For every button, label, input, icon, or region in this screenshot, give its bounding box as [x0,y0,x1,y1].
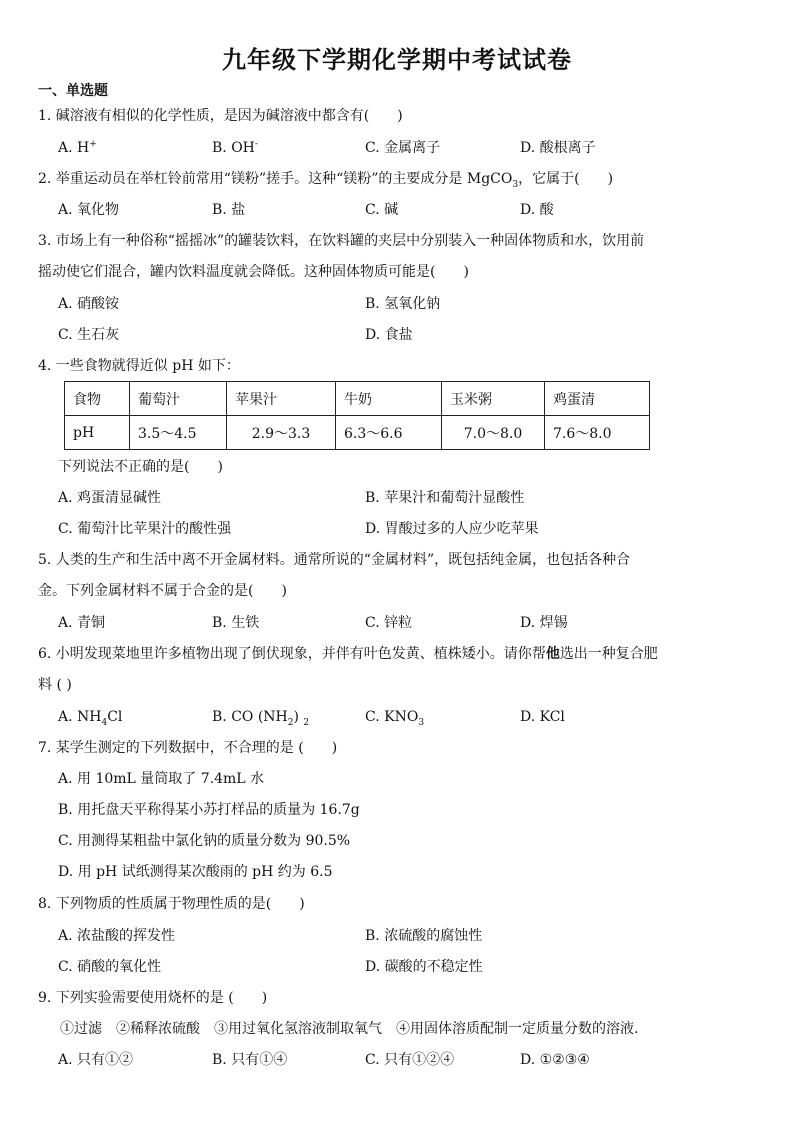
question-3-option-c: C. 生石灰 [58,327,120,343]
ph-table [64,381,650,450]
question-5-option-d: D. 焊锡 [520,615,568,631]
ph-table-header-cell: 食物 [65,382,130,416]
question-8-option-a: A. 浓盐酸的挥发性 [58,928,176,944]
question-9-option-b: B. 只有①④ [212,1052,288,1068]
ph-table-header-row [65,382,650,416]
question-5-stem-line-2: 金。下列金属材料不属于合金的是( ) [38,583,287,599]
question-4-stem: 4. 一些食物就得近似 pH 如下： [38,358,240,374]
question-9-option-c: C. 只有①②④ [365,1052,455,1068]
question-7-option-d: D. 用 pH 试纸测得某次酸雨的 pH 约为 6.5 [58,864,333,880]
question-8-option-d: D. 碳酸的不稳定性 [365,959,483,975]
question-2-stem: 2. 举重运动员在举杠铃前常用“镁粉”搓手。这种“镁粉”的主要成分是 MgCO$_3$，它属于( ) [38,171,614,190]
ph-table-header-cell: 葡萄汁 [130,382,227,416]
question-3-option-a: A. 硝酸铵 [58,296,120,312]
question-1-option-a: A. H+ [58,139,97,156]
ph-table-header-cell: 苹果汁 [227,382,336,416]
question-5-option-b: B. 生铁 [212,615,260,631]
question-4-option-c: C. 葡萄汁比苹果汁的酸性强 [58,521,232,537]
question-7-stem: 7. 某学生测定的下列数据中，不合理的是 ( ) [38,740,338,756]
ph-table-cell: 2.9～3.3 [227,416,336,450]
question-3-option-b: B. 氢氧化钠 [365,296,441,312]
question-2-option-b: B. 盐 [212,202,246,218]
question-8-option-b: B. 浓硫酸的腐蚀性 [365,928,483,944]
question-6-option-b: B. CO $(NH_2)$ $_2$ [212,709,310,728]
ph-table-value-row [65,416,650,450]
question-5-option-a: A. 青铜 [58,615,106,631]
question-3-stem-line-1: 3. 市场上有一种俗称“摇摇冰”的罐装饮料，在饮料罐的夹层中分别装入一种固体物质和水，饮用前 [38,233,645,249]
question-1-option-c: C. 金属离子 [365,140,441,156]
question-8-option-c: C. 硝酸的氧化性 [58,959,162,975]
question-7-option-c: C. 用测得某粗盐中氯化钠的质量分数为 90.5% [58,833,351,849]
question-4-option-d: D. 胃酸过多的人应少吃苹果 [365,521,539,537]
ph-table-cell: 3.5～4.5 [130,416,227,450]
question-5-stem-line-1: 5. 人类的生产和生活中离不开金属材料。通常所说的“金属材料”，既包括纯金属，也包括各种合 [38,552,631,568]
question-3-stem-line-2: 摇动使它们混合，罐内饮料温度就会降低。这种固体物质可能是( ) [38,264,469,280]
question-1-option-b: B. OH- [212,139,258,156]
question-4-option-b: B. 苹果汁和葡萄汁显酸性 [365,490,525,506]
question-8-stem: 8. 下列物质的性质属于物理性质的是( ) [38,896,305,912]
question-4-sub-stem: 下列说法不正确的是( ) [58,459,223,475]
section-heading: 一、单选题 [38,83,108,99]
question-7-option-b: B. 用托盘天平称得某小苏打样品的质量为 16.7g [58,802,360,818]
ph-table-cell: pH [65,416,130,450]
question-6-option-d: D. KCl [520,709,565,725]
question-2-option-a: A. 氧化物 [58,202,120,218]
question-4-option-a: A. 鸡蛋清显碱性 [58,490,162,506]
question-9-option-a: A. 只有①② [58,1052,134,1068]
question-9-items: ①过滤 ②稀释浓硫酸 ③用过氧化氢溶液制取氧气 ④用固体溶质配制一定质量分数的溶液. [60,1021,639,1037]
question-6-option-c: C. $KNO_3$ [365,709,425,728]
ph-table-cell: 6.3～6.6 [336,416,442,450]
question-7-option-a: A. 用 10mL 量筒取了 7.4mL 水 [58,771,265,787]
ph-table-header-cell: 玉米粥 [442,382,545,416]
question-6-stem-line-2: 料 ( ) [38,677,72,693]
question-6-stem-line-1: 6. 小明发现菜地里许多植物出现了倒伏现象，并伴有叶色发黄、植株矮小。请你帮他选出一种复合肥 [38,646,658,662]
question-3-option-d: D. 食盐 [365,327,413,343]
question-2-option-d: D. 酸 [520,202,554,218]
question-1-stem: 1. 碱溶液有相似的化学性质，是因为碱溶液中都含有( ) [38,108,403,124]
question-2-option-c: C. 碱 [365,202,399,218]
question-6-option-a: A. $NH_4Cl$ [58,709,123,728]
ph-table-cell: 7.6～8.0 [545,416,650,450]
ph-table-header-cell: 牛奶 [336,382,442,416]
question-9-stem: 9. 下列实验需要使用烧杯的是 ( ) [38,990,268,1006]
question-1-option-d: D. 酸根离子 [520,140,596,156]
ph-table-cell: 7.0～8.0 [442,416,545,450]
page-title: 九年级下学期化学期中考试试卷 [222,46,572,74]
question-5-option-c: C. 锌粒 [365,615,413,631]
ph-table-header-cell: 鸡蛋清 [545,382,650,416]
question-9-option-d: D. ①②③④ [520,1052,590,1068]
